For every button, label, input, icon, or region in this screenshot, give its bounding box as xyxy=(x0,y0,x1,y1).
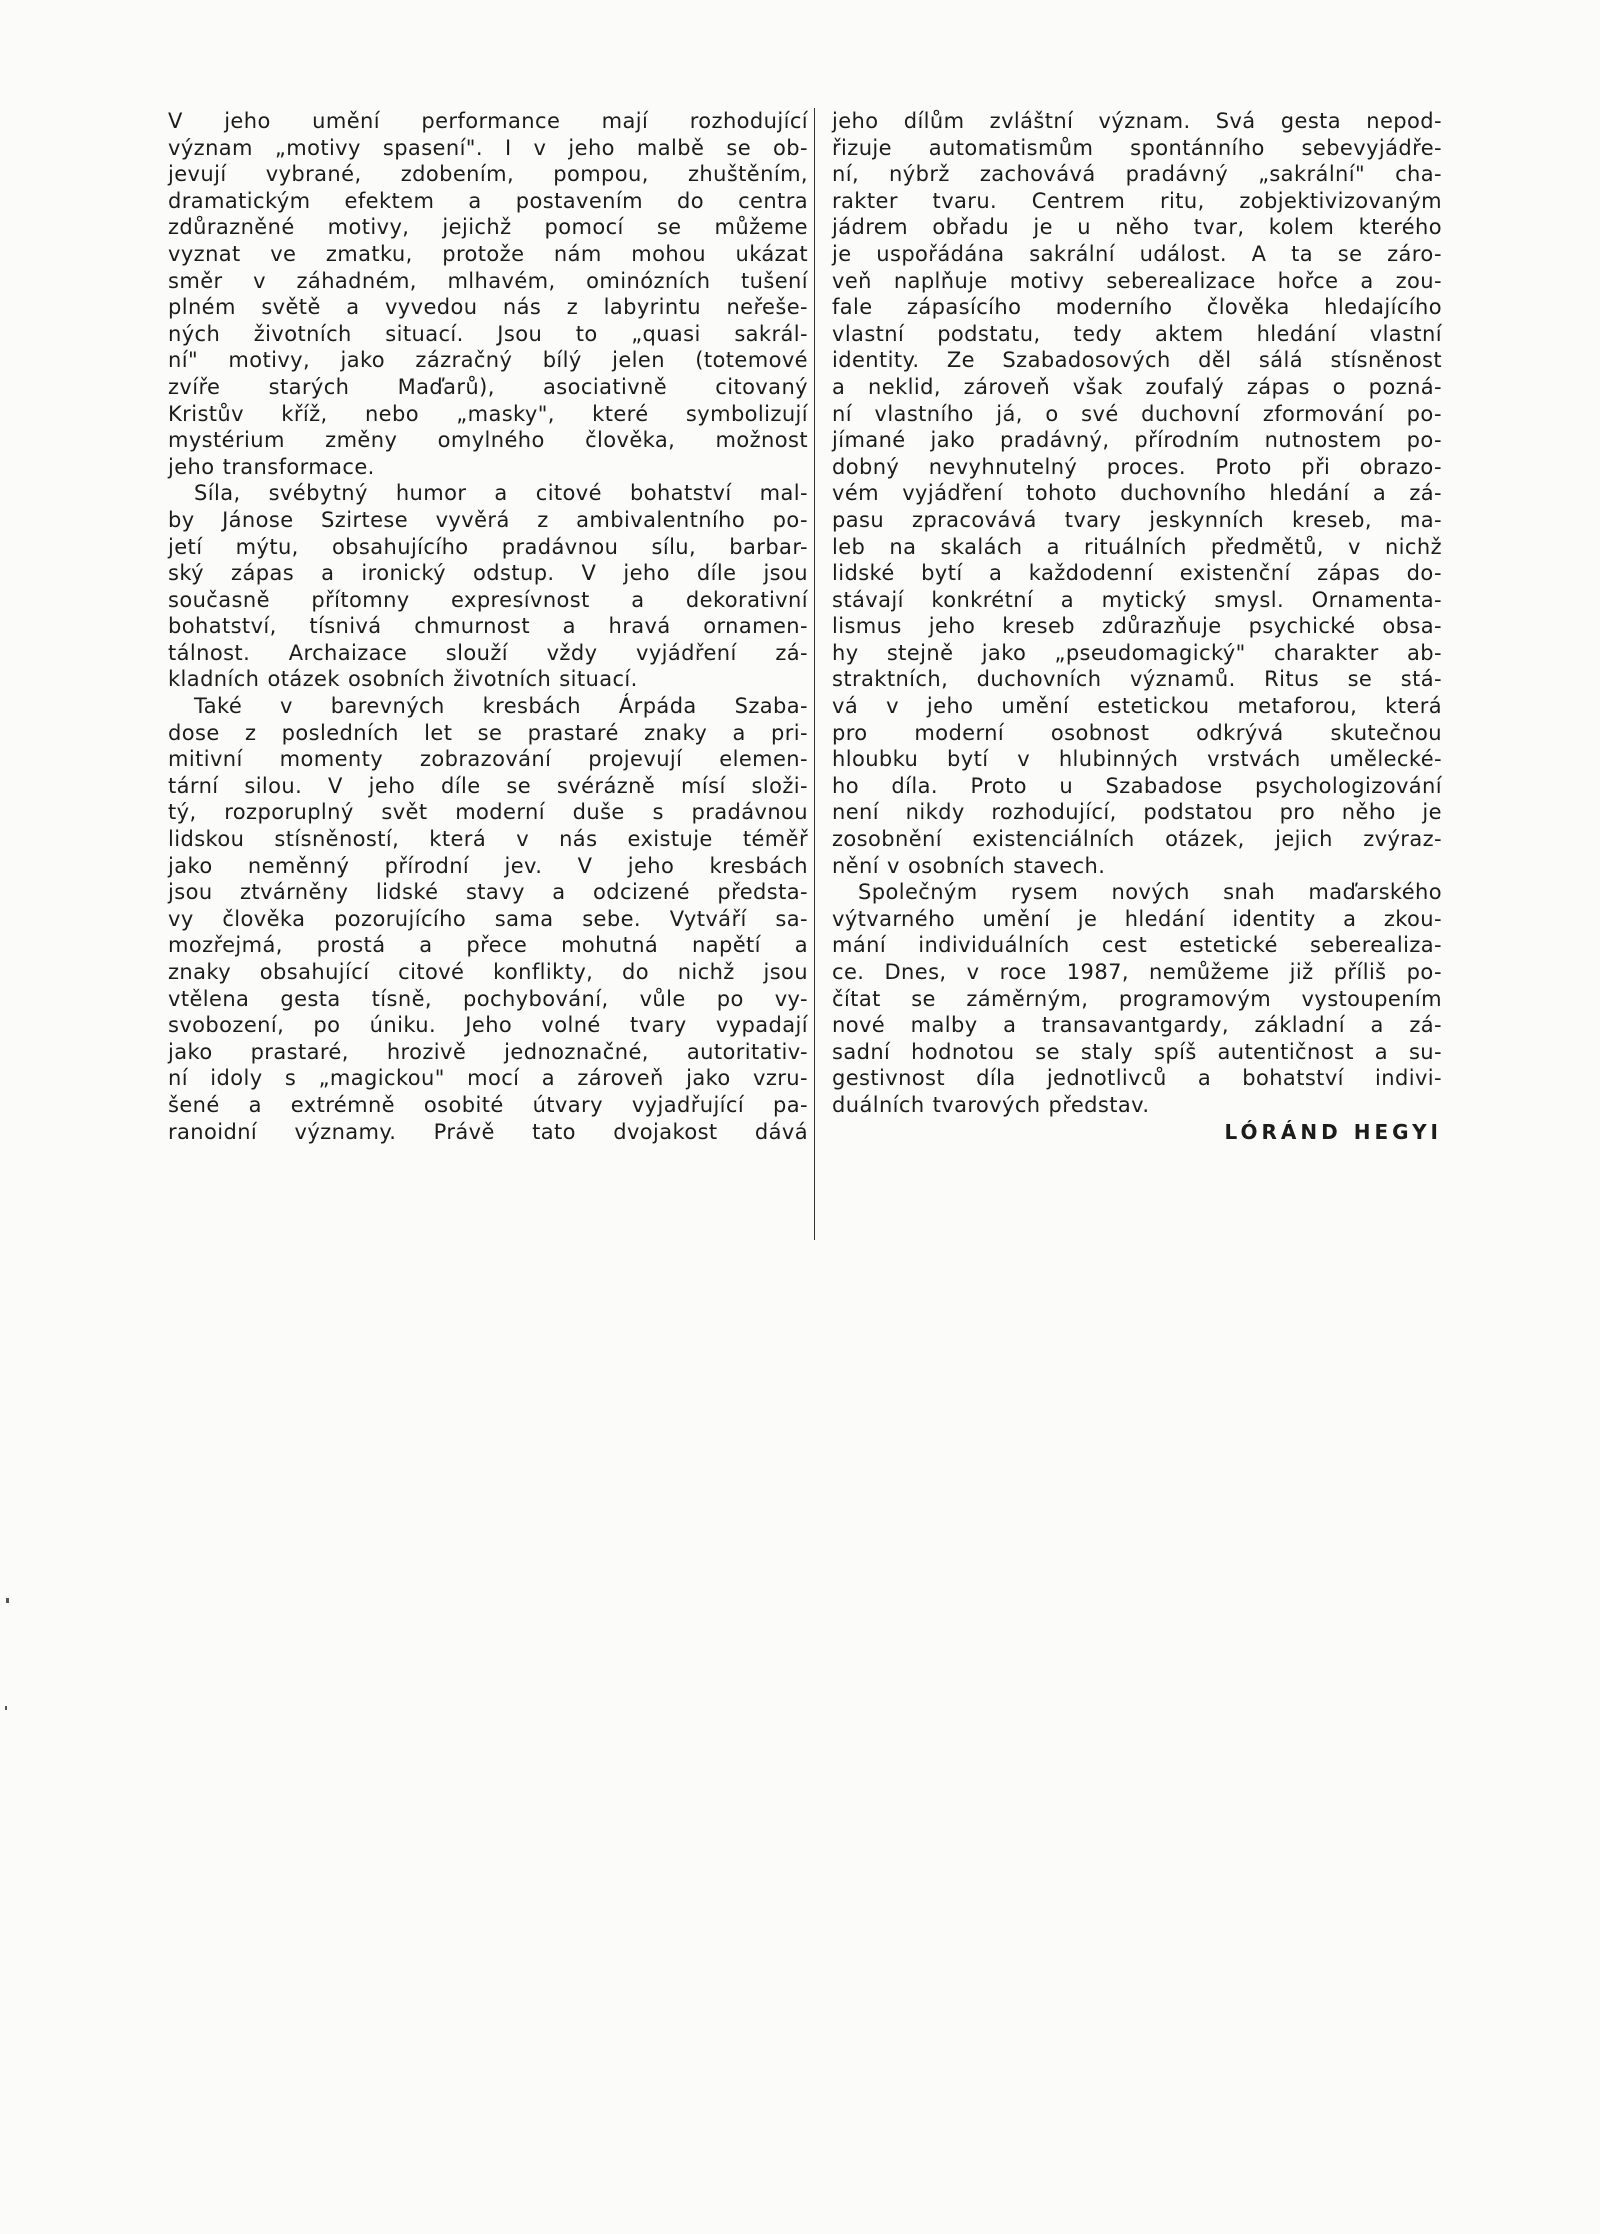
paragraph-start: Společným rysem nových snah maďarského xyxy=(858,880,1442,905)
text-line: bohatství, tísnivá chmurnost a hravá ornamen- xyxy=(168,614,808,639)
text-line: lismus jeho kreseb zdůrazňuje psychické obsa- xyxy=(832,614,1442,639)
text-line: jsou ztvárněny lidské stavy a odcizené předsta- xyxy=(168,880,808,905)
text-line: plném světě a vyvedou nás z labyrintu neřeše- xyxy=(168,295,808,320)
text-line: mitivní momenty zobrazování projevují elemen- xyxy=(168,747,808,772)
left-text-column xyxy=(168,108,815,1240)
text-line: je uspořádána sakrální událost. A ta se záro- xyxy=(832,241,1442,266)
text-line: jako prastaré, hrozivě jednoznačné, autoritativ- xyxy=(168,1039,808,1064)
text-line: tý, rozporuplný svět moderní duše s pradávnou xyxy=(168,800,808,825)
text-line: leb na skalách a rituálních předmětů, v nichž xyxy=(832,534,1442,559)
text-line: a neklid, zároveň však zoufalý zápas o pozná- xyxy=(832,374,1442,399)
text-line: šené a extrémně osobité útvary vyjadřující pa- xyxy=(168,1092,808,1117)
author-signature: LÓRÁND HEGYI xyxy=(1224,1119,1442,1144)
text-line: gestivnost díla jednotlivců a bohatství indivi- xyxy=(832,1066,1442,1091)
text-line: V jeho umění performance mají rozhodující xyxy=(168,109,808,133)
text-line: vy člověka pozorujícího sama sebe. Vytváří sa- xyxy=(168,906,808,931)
right-text-column xyxy=(832,108,1442,1145)
text-line: lidské bytí a každodenní existenční zápas do- xyxy=(832,561,1442,586)
text-line: vyznat ve zmatku, protože nám mohou ukázat xyxy=(168,241,808,266)
text-line: dramatickým efektem a postavením do centra xyxy=(168,188,808,213)
text-line: ní" motivy, jako zázračný bílý jelen (totemové xyxy=(168,348,808,373)
text-line: jeho dílům zvláštní význam. Svá gesta nepod- xyxy=(832,109,1442,133)
text-line: ných životních situací. Jsou to „quasi sakrál- xyxy=(168,321,808,346)
text-line: vtělena gesta tísně, pochybování, vůle po vy- xyxy=(168,986,808,1011)
text-line: ní idoly s „magickou" mocí a zároveň jako vzru- xyxy=(168,1066,808,1091)
text-line: pasu zpracovává tvary jeskynních kreseb, ma- xyxy=(832,507,1442,532)
text-line: jevují vybrané, zdobením, pompou, zhuštěním, xyxy=(168,162,808,187)
text-line: jímané jako pradávný, přírodním nutnostem po- xyxy=(832,428,1442,453)
text-line: význam „motivy spasení". I v jeho malbě se ob- xyxy=(168,135,808,160)
text-line: by Jánose Szirtese vyvěrá z ambivalentního po- xyxy=(168,507,808,532)
text-line: směr v záhadném, mlhavém, ominózních tušení xyxy=(168,268,808,293)
text-line: vlastní podstatu, tedy aktem hledání vlastní xyxy=(832,321,1442,346)
text-line: Kristův kříž, nebo „masky", které symbolizují xyxy=(168,401,808,426)
text-line: mání individuálních cest estetické seberealiza- xyxy=(832,933,1442,958)
scan-speck xyxy=(6,1598,9,1603)
text-line: sadní hodnotou se staly spíš autentičnost a su- xyxy=(832,1039,1442,1064)
text-line: veň naplňuje motivy seberealizace hořce a zou- xyxy=(832,268,1442,293)
text-line: kladních otázek osobních životních situací. xyxy=(168,667,638,692)
text-line: výtvarného umění je hledání identity a zkou- xyxy=(832,906,1442,931)
text-line: straktních, duchovních významů. Ritus se stá- xyxy=(832,667,1442,692)
text-line: zosobnění existenciálních otázek, jejich zvýraz- xyxy=(832,827,1442,852)
text-line: čítat se záměrným, programovým vystoupením xyxy=(832,986,1442,1011)
text-line: identity. Ze Szabadosových děl sálá stísněnost xyxy=(832,348,1442,373)
text-line: hloubku bytí v hlubinných vrstvách umělecké- xyxy=(832,747,1442,772)
text-line: tární silou. V jeho díle se svérázně mísí složi- xyxy=(168,773,808,798)
text-line: pro moderní osobnost odkrývá skutečnou xyxy=(832,720,1442,745)
text-line: hy stejně jako „pseudomagický" charakter ab- xyxy=(832,640,1442,665)
text-line: současně přítomny expresívnost a dekorativní xyxy=(168,587,808,612)
text-line: ní vlastního já, o své duchovní zformování po- xyxy=(832,401,1442,426)
text-line: rakter tvaru. Centrem ritu, zobjektivizovaným xyxy=(832,188,1442,213)
text-line: jeho transformace. xyxy=(168,454,375,479)
text-line: znaky obsahující citové konflikty, do nichž jsou xyxy=(168,960,808,984)
text-line: jetí mýtu, obsahujícího pradávnou sílu, barbar- xyxy=(168,534,808,559)
text-line: dobný nevyhnutelný proces. Proto při obrazo- xyxy=(832,454,1442,479)
text-line: mozřejmá, prostá a přece mohutná napětí a xyxy=(168,933,808,958)
text-line: zvíře starých Maďarů), asociativně citovaný xyxy=(168,374,808,399)
text-line: není nikdy rozhodující, podstatou pro něho je xyxy=(832,800,1442,825)
text-line: vá v jeho umění estetickou metaforou, která xyxy=(832,694,1442,719)
text-line: svobození, po úniku. Jeho volné tvary vypadají xyxy=(168,1013,808,1038)
text-line: ní, nýbrž zachovává pradávný „sakrální" cha- xyxy=(832,162,1442,187)
text-line: tálnost. Archaizace slouží vždy vyjádření zá- xyxy=(168,640,808,665)
text-line: zdůrazněné motivy, jejichž pomocí se můžeme xyxy=(168,215,808,240)
text-line: stávají konkrétní a mytický smysl. Ornamenta- xyxy=(832,587,1442,612)
text-line: fale zápasícího moderního člověka hledajícího xyxy=(832,295,1442,320)
text-line: mystérium změny omylného člověka, možnost xyxy=(168,428,808,453)
text-line: duálních tvarových představ. xyxy=(832,1092,1150,1117)
text-line: ce. Dnes, v roce 1987, nemůžeme již příliš po- xyxy=(832,960,1442,984)
text-line: ho díla. Proto u Szabadose psychologizování xyxy=(832,773,1442,798)
text-line: nové malby a transavantgardy, základní a zá- xyxy=(832,1013,1442,1038)
paragraph-start: Také v barevných kresbách Árpáda Szaba- xyxy=(194,694,808,719)
text-line: řizuje automatismům spontánního sebevyjádře- xyxy=(832,135,1442,160)
text-line: jako neměnný přírodní jev. V jeho kresbách xyxy=(168,853,808,878)
text-line: ský zápas a ironický odstup. V jeho díle jsou xyxy=(168,561,808,586)
paragraph-start: Síla, svébytný humor a citové bohatství mal- xyxy=(194,481,808,506)
text-line: jádrem obřadu je u něho tvar, kolem kterého xyxy=(832,215,1442,240)
text-line: lidskou stísněností, která v nás existuje téměř xyxy=(168,827,808,852)
scan-speck xyxy=(5,1706,7,1710)
text-line: ranoidní významy. Právě tato dvojakost dává xyxy=(168,1119,808,1144)
text-line: vém vyjádření tohoto duchovního hledání a zá- xyxy=(832,481,1442,506)
text-line: nění v osobních stavech. xyxy=(832,853,1106,878)
text-line: dose z posledních let se prastaré znaky a pri- xyxy=(168,720,808,745)
